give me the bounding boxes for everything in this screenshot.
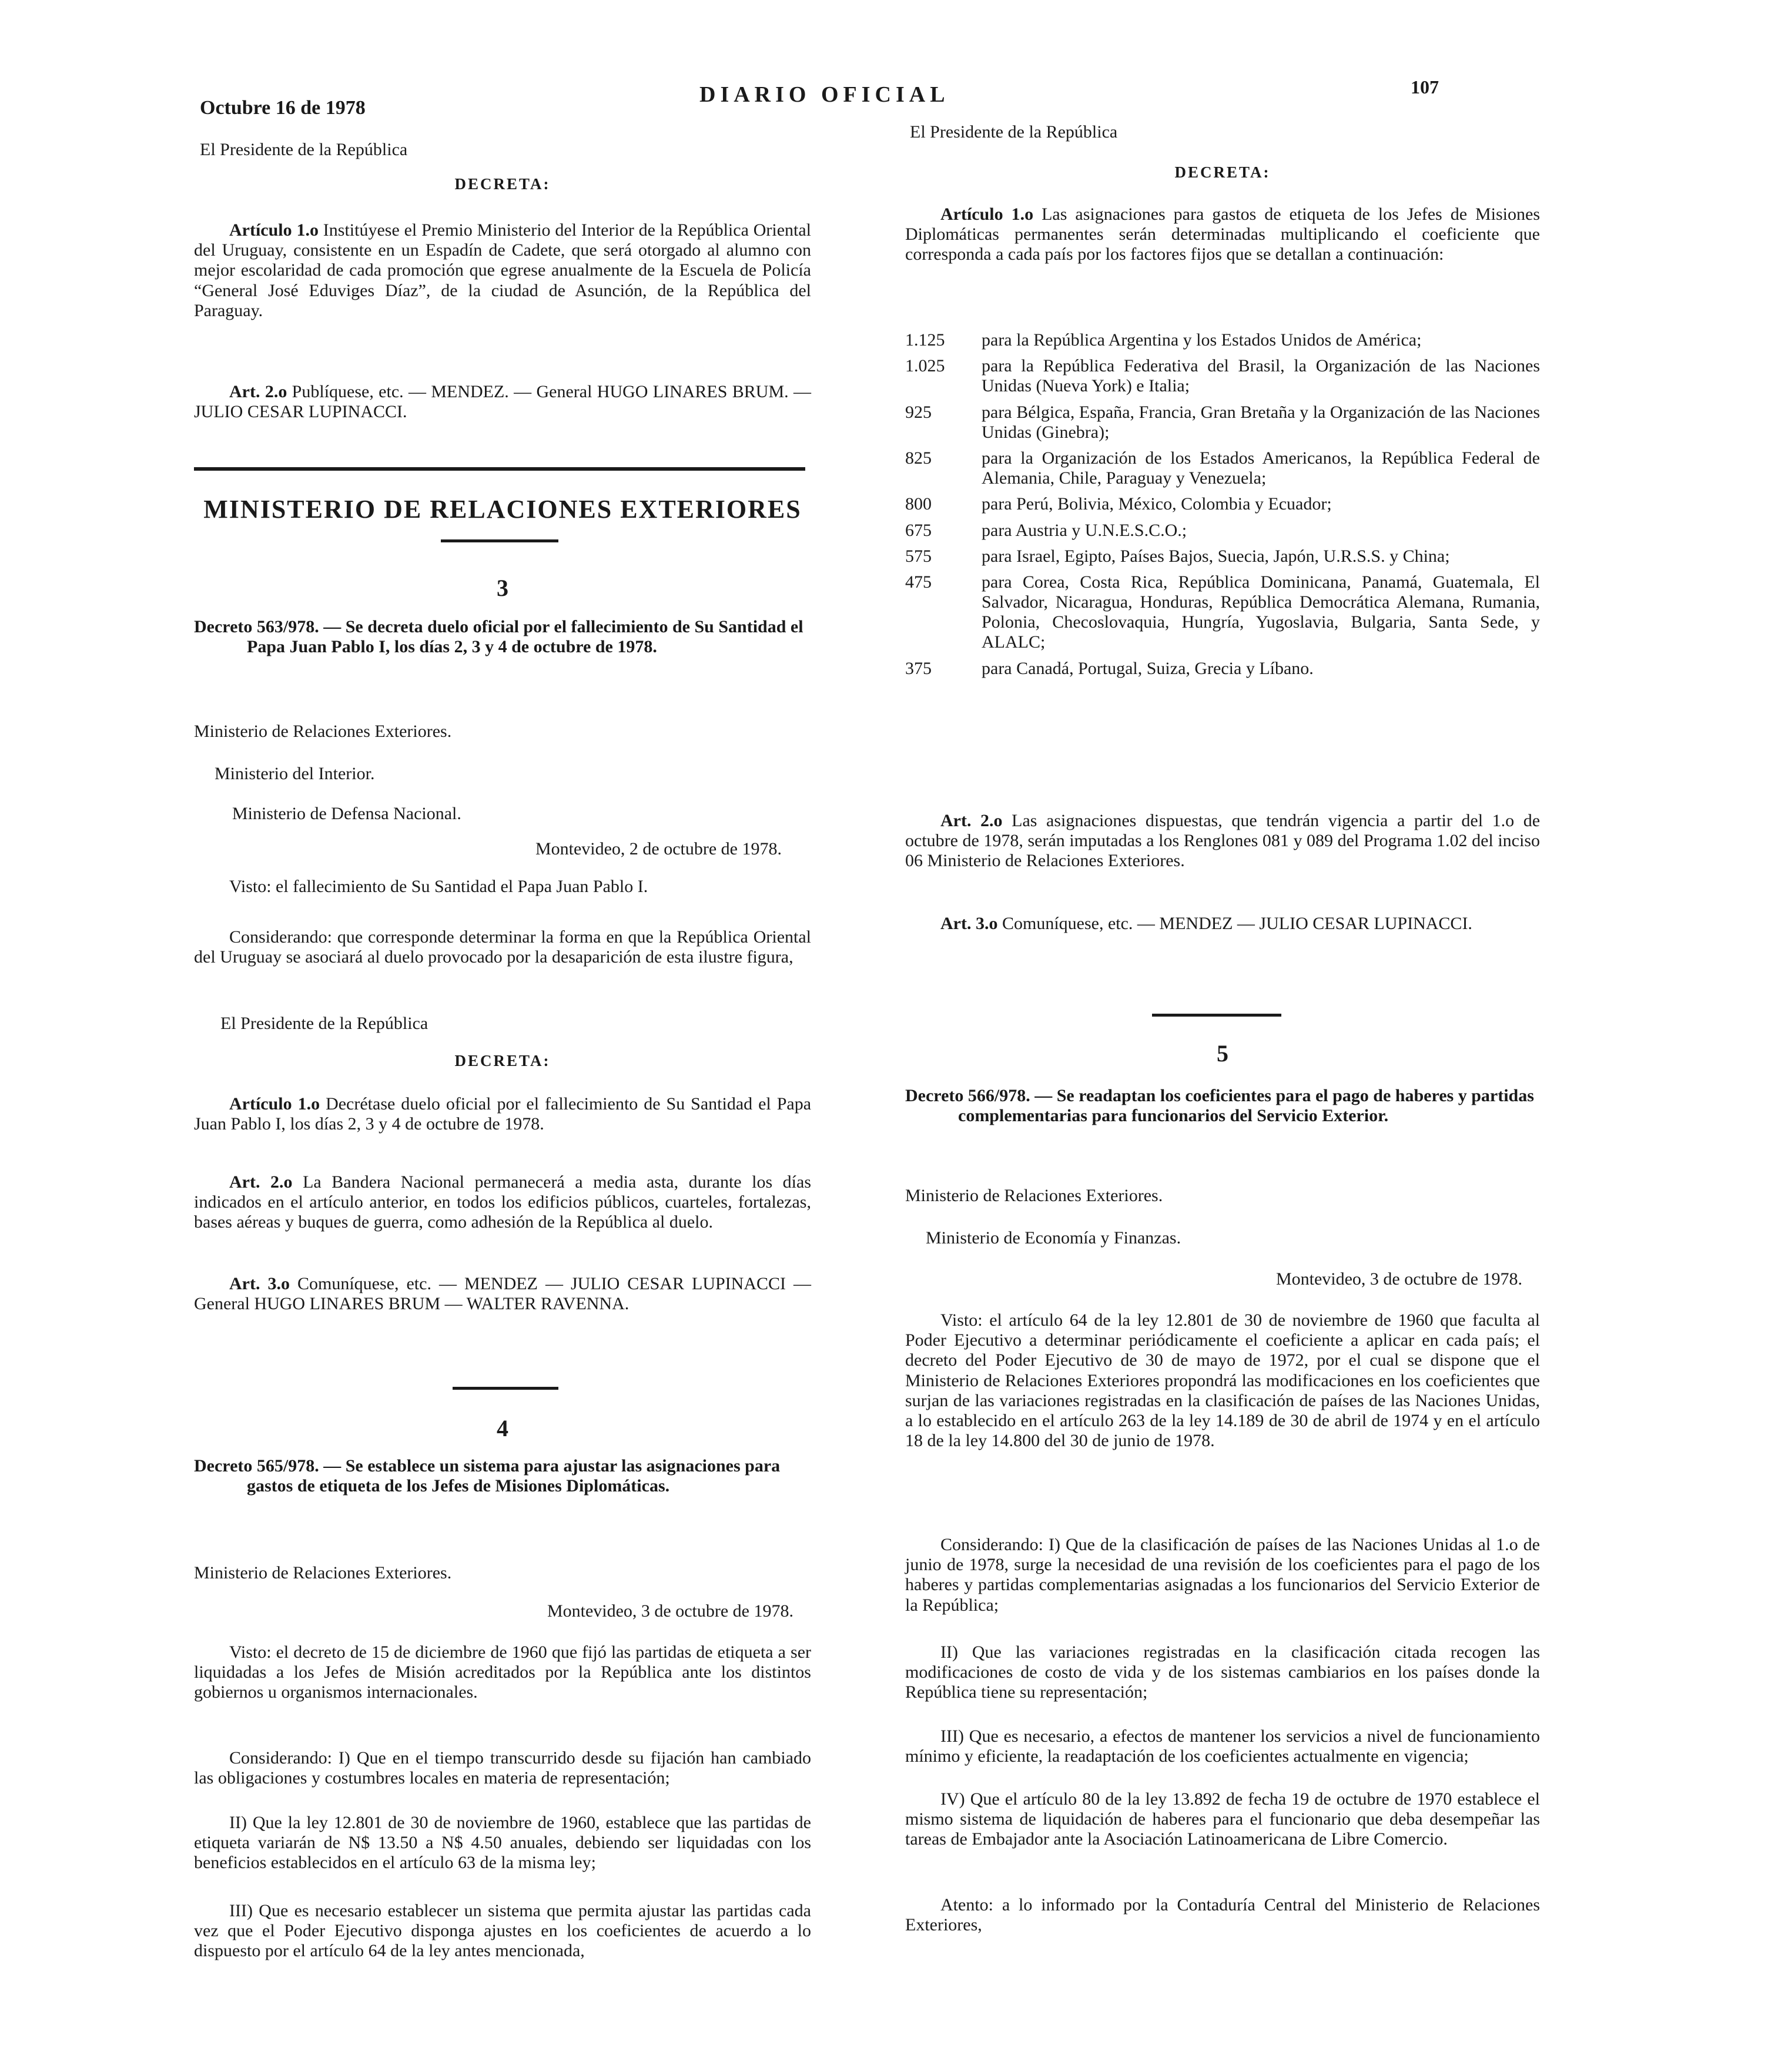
allocation-text: para la Organización de los Estados Americanos, la República Federal de Alemania, Chile, Paraguay y Venezuela;: [982, 448, 1540, 488]
visto-label: Visto:: [940, 1310, 983, 1330]
signing-ministry: Ministerio de Relaciones Exteriores.: [194, 1563, 452, 1583]
section-number-4: 4: [497, 1415, 508, 1441]
atento-text: a lo informado por la Contaduría Central del Ministerio de Relaciones Exteriores,: [905, 1895, 1541, 1935]
allocation-amount: 1.125: [905, 330, 945, 350]
allocation-text: para Bélgica, España, Francia, Gran Bretaña y la Organización de las Naciones Unidas (Ginebra);: [982, 402, 1540, 442]
heading-underline: [441, 539, 558, 542]
article-label: Art. 3.o: [940, 914, 998, 933]
signing-ministry: Ministerio del Interior.: [215, 764, 375, 783]
visto-label: Visto:: [229, 1642, 272, 1662]
allocation-amount: 675: [905, 520, 932, 540]
considerando-paragraph: [905, 1535, 1540, 1615]
visto-paragraph: [194, 1642, 811, 1703]
decreta-heading: DECRETA:: [454, 1052, 551, 1069]
considerando-item: III) Que es necesario, a efectos de mantener los servicios a nivel de funcionamiento mínimo y eficiente, la readaptación de los coeficientes actualmente en vigencia;: [905, 1726, 1540, 1766]
considerando-paragraph: [194, 1748, 811, 1788]
considerando-item: IV) Que el artículo 80 de la ley 13.892 de fecha 19 de octubre de 1970 establece el mismo sistema de liquidación de haberes para el funcionario que deba desempeñar las tareas de Embajador ante la Asociación Latinoamericana de Libre Comercio.: [905, 1789, 1540, 1849]
considerando-text: que corresponde determinar la forma en que la República Oriental del Uruguay se asociará al duelo provocado por la desaparición de esta ilustre figura,: [194, 927, 812, 967]
allocation-text: para Corea, Costa Rica, República Dominicana, Panamá, Guatemala, El Salvador, Nicaragua, Honduras, República Democrática Alemana, Rumania, Polonia, Checoslovaquia, Hungría, Yugoslavia, Bulgaria, Santa Sede, y ALALC;: [982, 572, 1540, 652]
allocation-text: para Israel, Egipto, Países Bajos, Suecia, Japón, U.R.S.S. y China;: [982, 546, 1450, 566]
allocation-amount: 375: [905, 658, 932, 678]
article-label: Artículo 1.o: [940, 204, 1034, 224]
allocation-row: [905, 659, 1540, 679]
visto-label: Visto:: [229, 877, 272, 896]
allocation-text: para la República Federativa del Brasil, la Organización de las Naciones Unidas (Nueva York) e Italia;: [982, 356, 1540, 396]
article-2: [194, 382, 811, 422]
article-text: Comuníquese, etc. — MENDEZ — JULIO CESAR LUPINACCI.: [1002, 914, 1472, 933]
article-3: [905, 914, 1540, 934]
allocation-list: [905, 330, 1540, 679]
article-label: Artículo 1.o: [229, 220, 319, 240]
article-3: [194, 1274, 811, 1314]
section-divider: [1152, 1014, 1281, 1017]
signing-ministry: Ministerio de Relaciones Exteriores.: [905, 1186, 1163, 1205]
article-text: Comuníquese, etc. — MENDEZ — JULIO CESAR LUPINACCI — General HUGO LINARES BRUM — WALTER RAVENNA.: [194, 1274, 812, 1314]
decreta-heading: DECRETA:: [1174, 163, 1271, 181]
decreta-heading: DECRETA:: [454, 175, 551, 193]
signing-ministry: Ministerio de Defensa Nacional.: [232, 804, 461, 823]
allocation-amount: 925: [905, 402, 932, 422]
decree-565-title: Decreto 565/978. — Se establece un sistema para ajustar las asignaciones para gastos de etiqueta de los Jefes de Misiones Diplomáticas.: [194, 1456, 781, 1496]
allocation-amount: 1.025: [905, 356, 945, 376]
considerando-label: Considerando:: [940, 1535, 1043, 1554]
signing-ministry: Ministerio de Economía y Finanzas.: [926, 1228, 1181, 1248]
section-divider: [194, 467, 805, 471]
considerando-item: II) Que las variaciones registradas en la clasificación citada recogen las modificaciones de costo de vida y de los sistemas cambiarios en los países donde la República tiene su representación;: [905, 1642, 1540, 1702]
allocation-amount: 475: [905, 572, 932, 592]
considerando-item: II) Que la ley 12.801 de 30 de noviembre de 1960, establece que las partidas de etiqueta variarán de N$ 13.50 a N$ 4.50 anuales, debiendo ser liquidadas con los beneficios establecidos en el artículo 63 de la misma ley;: [194, 1813, 811, 1873]
section-divider: [453, 1387, 558, 1390]
allocation-text: para Perú, Bolivia, México, Colombia y Ecuador;: [982, 494, 1332, 514]
place-date: Montevideo, 3 de octubre de 1978.: [547, 1601, 793, 1621]
presidente-intro: El Presidente de la República: [910, 122, 1118, 142]
presidente-intro: El Presidente de la República: [220, 1014, 428, 1033]
article-2: [905, 811, 1540, 871]
article-text: Institúyese el Premio Ministerio del Interior de la República Oriental del Uruguay, consistente en un Espadín de Cadete, que será otorgado al alumno con mejor escolaridad de cada promoción que egrese anualmente de la Escuela de Policía “General José Eduviges Díaz”, de la ciudad de Asunción, de la República del Paraguay.: [194, 220, 811, 320]
allocation-row: [905, 572, 1540, 653]
allocation-row: [905, 494, 1540, 514]
allocation-row: [905, 330, 1540, 350]
newspaper-title: DIARIO OFICIAL: [699, 82, 950, 107]
article-2: [194, 1172, 811, 1233]
article-text: Las asignaciones dispuestas, que tendrán vigencia a partir del 1.o de octubre de 1978, serán imputadas a los Renglones 081 y 089 del Programa 1.02 del inciso 06 Ministerio de Relaciones Exteriores.: [905, 811, 1541, 871]
considerando-text: I) Que de la clasificación de países de las Naciones Unidas al 1.o de junio de 1978, surge la necesidad de una revisión de los coeficientes para el pago de los haberes y partidas complementarias asignadas a los funcionarios del Servicio Exterior de la República;: [905, 1535, 1541, 1615]
section-number-3: 3: [497, 575, 508, 601]
decree-563-title: Decreto 563/978. — Se decreta duelo oficial por el fallecimiento de Su Santidad el Papa Juan Pablo I, los días 2, 3 y 4 de octubre de 1978.: [194, 617, 803, 657]
considerando-label: Considerando:: [229, 927, 332, 947]
visto-paragraph: [905, 1310, 1540, 1451]
atento-label: Atento:: [940, 1895, 993, 1915]
visto-text: el decreto de 15 de diciembre de 1960 que fijó las partidas de etiqueta a ser liquidadas a los Jefes de Misión acreditados por la República ante los distintos gobiernos u organismos internacionales.: [194, 1642, 812, 1702]
place-date: Montevideo, 3 de octubre de 1978.: [1275, 1269, 1522, 1289]
page-number: 107: [1411, 76, 1439, 98]
article-text: Decrétase duelo oficial por el fallecimiento de Su Santidad el Papa Juan Pablo I, los días 2, 3 y 4 de octubre de 1978.: [194, 1094, 812, 1134]
allocation-text: para Canadá, Portugal, Suiza, Grecia y Líbano.: [982, 658, 1314, 678]
article-1: [194, 1094, 811, 1134]
issue-date: Octubre 16 de 1978: [200, 97, 366, 119]
allocation-amount: 800: [905, 494, 932, 514]
allocation-amount: 575: [905, 546, 932, 566]
decree-566-title: Decreto 566/978. — Se readaptan los coeficientes para el pago de haberes y partidas complementarias para funcionarios del Servicio Exterior.: [905, 1086, 1534, 1126]
ministry-heading: MINISTERIO DE RELACIONES EXTERIORES: [203, 495, 802, 524]
considerando-paragraph: [194, 927, 811, 967]
presidente-intro: El Presidente de la República: [200, 140, 408, 159]
article-label: Art. 2.o: [940, 811, 1003, 830]
visto-paragraph: [194, 877, 811, 897]
article-1: [194, 220, 811, 321]
article-label: Art. 2.o: [229, 1172, 293, 1192]
article-1: [905, 204, 1540, 265]
considerando-label: Considerando:: [229, 1748, 332, 1768]
article-label: Art. 3.o: [229, 1274, 290, 1293]
allocation-row: [905, 521, 1540, 541]
allocation-row: [905, 403, 1540, 442]
article-label: Artículo 1.o: [229, 1094, 320, 1114]
considerando-text: I) Que en el tiempo transcurrido desde su fijación han cambiado las obligaciones y costumbres locales en materia de representación;: [194, 1748, 811, 1788]
article-label: Art. 2.o: [229, 382, 287, 401]
place-date: Montevideo, 2 de octubre de 1978.: [535, 839, 782, 859]
section-number-5: 5: [1217, 1040, 1228, 1067]
considerando-item: III) Que es necesario establecer un sistema que permita ajustar las partidas cada vez que el Poder Ejecutivo disponga ajustes en los coeficientes de acuerdo a lo dispuesto por el artículo 64 de la ley antes mencionada,: [194, 1901, 811, 1961]
article-text: Publíquese, etc. — MENDEZ. — General HUGO LINARES BRUM. — JULIO CESAR LUPINACCI.: [194, 382, 811, 422]
signing-ministry: Ministerio de Relaciones Exteriores.: [194, 722, 452, 741]
allocation-row: [905, 448, 1540, 488]
allocation-row: [905, 547, 1540, 566]
visto-text: el artículo 64 de la ley 12.801 de 30 de noviembre de 1960 que faculta al Poder Ejecutivo a determinar periódicamente el coeficiente a aplicar en cada país; el decreto del Poder Ejecutivo de 30 de mayo de 1972, por el cual se dispone que el Ministerio de Relaciones Exteriores propondrá las modificaciones en los coeficientes que surjan de las variaciones registradas en la clasificación de países de las Naciones Unidas, a lo establecido en el artículo 263 de la ley 14.189 de 30 de abril de 1974 y en el artículo 18 de la ley 14.800 del 30 de junio de 1978.: [905, 1310, 1540, 1451]
allocation-amount: 825: [905, 448, 932, 468]
allocation-text: para la República Argentina y los Estados Unidos de América;: [982, 330, 1422, 350]
article-text: Las asignaciones para gastos de etiqueta de los Jefes de Misiones Diplomáticas permanentes serán determinadas multiplicando el coeficiente que corresponda a cada país por los factores fijos que se detallan a continuación:: [905, 204, 1541, 264]
allocation-row: [905, 356, 1540, 396]
atento-paragraph: [905, 1895, 1540, 1935]
visto-text: el fallecimiento de Su Santidad el Papa Juan Pablo I.: [276, 877, 648, 896]
article-text: La Bandera Nacional permanecerá a media asta, durante los días indicados en el artículo anterior, en todos los edificios públicos, cuarteles, fortalezas, bases aéreas y buques de guerra, como adhesión de la República al duelo.: [194, 1172, 812, 1232]
allocation-text: para Austria y U.N.E.S.C.O.;: [982, 520, 1187, 540]
